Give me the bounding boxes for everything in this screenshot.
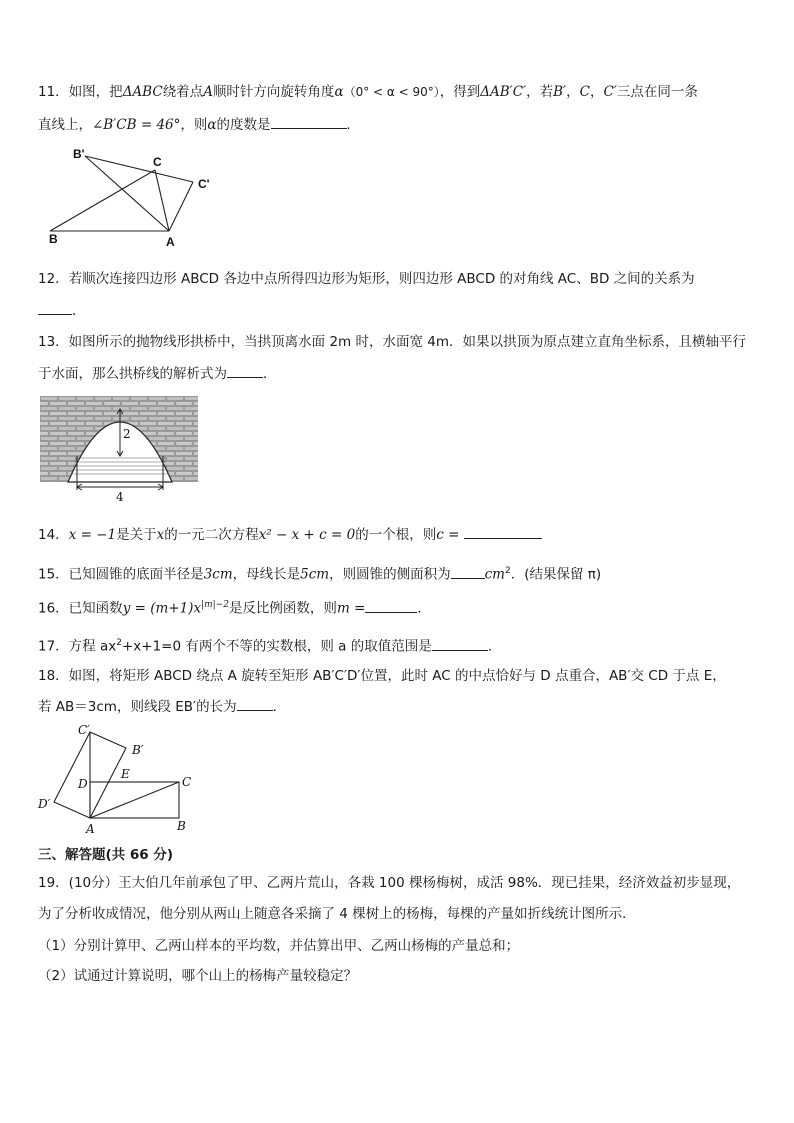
q15-line: 15．已知圆锥的底面半径是3cm，母线长是5cm，则圆锥的侧面积为 $cm^2$．(结果保留 π) [38, 561, 601, 585]
label-c: C [153, 155, 162, 169]
q18-line1: 18．如图，将矩形 ABCD 绕点 A 旋转至矩形 AB′C′D′位置，此时 AC 的中点恰好与 D 点重合，AB′交 CD 于点 E， [38, 668, 726, 684]
q11-line2: 直线上，∠B′CB = 46°，则α的度数是 ． [38, 114, 360, 135]
width-label: 4 [116, 490, 124, 504]
answer-blank[interactable] [464, 524, 542, 539]
q18-figure [34, 720, 204, 842]
answer-blank[interactable] [451, 564, 485, 579]
label-c: C [182, 775, 192, 789]
label-c-prime: C' [198, 177, 210, 191]
q19-sub2: （2）试通过计算说明，哪个山上的杨梅产量较稳定？ [38, 968, 358, 984]
q16-line: 16．已知函数$y = (m+1)x^{|m|-2}$是反比例函数，则m = ． [38, 595, 431, 619]
label-a: A [166, 235, 175, 249]
label-a: A [86, 822, 95, 836]
label-b: B [49, 232, 58, 246]
q14-line: 14．x = −1是关于x的一元二次方程x² − x + c = 0的一个根，则c = [38, 524, 542, 545]
label-b: B [177, 819, 186, 833]
q19-line1: 19．(10分）王大伯几年前承包了甲、乙两片荒山，各栽 100 棵杨梅树，成活 98%．现已挂果，经济效益初步显现， [38, 875, 741, 891]
q12-line1: 12．若顺次连接四边形 ABCD 各边中点所得四边形为矩形，则四边形 ABCD 的对角线 AC、BD 之间的关系为 [38, 271, 695, 287]
q11-figure [45, 145, 225, 253]
label-c-prime: C′ [78, 723, 90, 737]
answer-blank[interactable] [432, 636, 488, 651]
q13-line2: 于水面，那么拱桥线的解析式为 ． [38, 363, 277, 384]
q19-sub1: （1）分别计算甲、乙两山样本的平均数，并估算出甲、乙两山杨梅的产量总和； [38, 938, 520, 954]
answer-blank[interactable] [271, 114, 347, 129]
section-heading: 三、解答题(共 66 分) [38, 847, 174, 863]
q18-line2: 若 AB＝3cm，则线段 EB′的长为 ． [38, 696, 286, 717]
q13-bridge-figure [40, 396, 198, 504]
q19-line2: 为了分析收成情况，他分别从两山上随意各采摘了 4 棵树上的杨梅，每棵的产量如折线统计图所示． [38, 906, 636, 922]
answer-blank[interactable] [365, 598, 417, 613]
label-d: D [78, 777, 88, 791]
q17-line: 17．方程 $ax^2+x+1=0$ 有两个不等的实数根，则 a 的取值范围是 . [38, 633, 492, 657]
label-b-prime: B′ [132, 743, 144, 757]
q13-line1: 13．如图所示的抛物线形拱桥中，当拱顶离水面 2m 时，水面宽 4m．如果以拱顶为原点建立直角坐标系，且横轴平行 [38, 334, 747, 350]
answer-blank[interactable] [38, 300, 72, 315]
label-e: E [121, 767, 130, 781]
label-d-prime: D′ [38, 797, 51, 811]
q11-line1: 11．如图，把ΔABC绕着点A顺时针方向旋转角度α（0° < α < 90°），得到ΔAB′C′，若B′，C，C′三点在同一条 [38, 84, 698, 100]
label-b-prime: B' [73, 147, 85, 161]
q12-line2: ． [38, 300, 86, 321]
answer-blank[interactable] [237, 696, 273, 711]
height-label: 2 [123, 427, 131, 441]
answer-blank[interactable] [227, 363, 263, 378]
